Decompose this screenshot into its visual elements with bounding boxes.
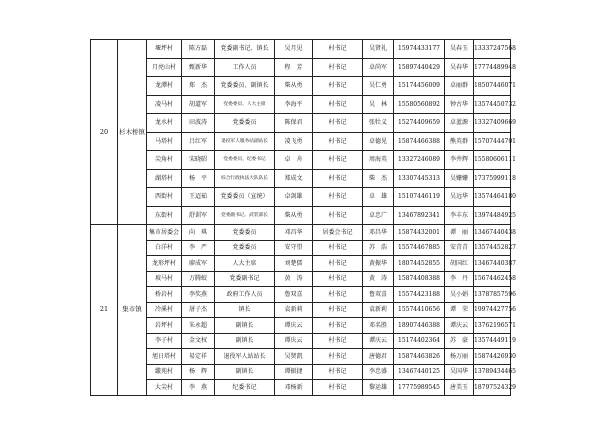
backup-phone-cell: 13789434465 <box>474 364 511 380</box>
contact-name-cell: 金文权 <box>182 333 215 349</box>
secretary-name-cell: 袁新莉 <box>275 302 313 318</box>
backup-phone-cell: 19974427756 <box>474 302 511 318</box>
village-cell: 龙潭村 <box>147 77 182 96</box>
person-name-cell: 鲁双喜 <box>363 287 394 303</box>
phone-cell: 15574423188 <box>394 287 445 303</box>
village-cell: 坡马村 <box>147 271 182 287</box>
secretary-post-cell: 村书记 <box>313 349 363 365</box>
backup-phone-cell: 13467440438 <box>474 225 511 241</box>
contact-post-cell: 党委委员、纪委书记 <box>215 151 275 170</box>
village-cell: 湖塔村 <box>147 169 182 188</box>
backup-name-cell: 安青青 <box>445 240 474 256</box>
secretary-post-cell: 村书记 <box>313 240 363 256</box>
backup-phone-cell: 18797524329 <box>474 380 511 396</box>
secretary-post-cell: 村书记 <box>313 188 363 207</box>
backup-name-cell: 谭 丽 <box>445 225 474 241</box>
backup-name-cell: 李丰东 <box>445 206 474 225</box>
contact-name-cell: 田波涛 <box>182 114 215 133</box>
table-row <box>91 114 511 133</box>
person-name-cell: 卓忠广 <box>363 206 394 225</box>
contact-name-cell: 易定祥 <box>182 349 215 365</box>
contact-post-cell: 综合行政执法大队队长 <box>215 169 275 188</box>
person-name-cell: 黄振华 <box>363 256 394 272</box>
person-name-cell: 吴贤礼 <box>363 40 394 59</box>
person-name-cell: 卓尚军 <box>363 58 394 77</box>
table-row <box>91 364 511 380</box>
table-row <box>91 40 511 59</box>
backup-name-cell: 李 丹 <box>445 271 474 287</box>
phone-cell: 13467440125 <box>394 364 445 380</box>
secretary-post-cell: 村书记 <box>313 77 363 96</box>
backup-name-cell: 吴国华 <box>445 364 474 380</box>
secretary-name-cell: 刘楚儒 <box>275 256 313 272</box>
phone-cell: 13307445313 <box>394 169 445 188</box>
contact-post-cell: 副镇长 <box>215 364 275 380</box>
phone-cell: 15174402364 <box>394 333 445 349</box>
backup-name-cell: 吴春华 <box>445 58 474 77</box>
contact-name-cell: 李奖燕 <box>182 287 215 303</box>
secretary-name-cell: 卓剑雄 <box>275 188 313 207</box>
town-name: 集市镇 <box>118 225 147 396</box>
village-cell: 龙水村 <box>147 114 182 133</box>
secretary-post-cell: 村书记 <box>313 380 363 396</box>
phone-cell: 15107446119 <box>394 188 445 207</box>
person-name-cell: 吴仁勇 <box>363 77 394 96</box>
village-cell: 西街村 <box>147 188 182 207</box>
table-row <box>91 225 511 241</box>
village-cell: 岩坪村 <box>147 318 182 334</box>
backup-name-cell: 吴春玉 <box>445 40 474 59</box>
person-name-cell: 邓昌华 <box>363 225 394 241</box>
phone-cell: 18907446388 <box>394 318 445 334</box>
contact-name-cell: 向 琪 <box>182 225 215 241</box>
village-cell: 大尖村 <box>147 380 182 396</box>
person-name-cell: 卓德见 <box>363 132 394 151</box>
village-cell: 白洋村 <box>147 240 182 256</box>
table-row <box>91 151 511 170</box>
secretary-name-cell: 安守望 <box>275 240 313 256</box>
backup-name-cell: 谭 荣 <box>445 302 474 318</box>
phone-cell: 15974433177 <box>394 40 445 59</box>
backup-name-cell: 谭庆云 <box>445 318 474 334</box>
person-name-cell: 柴 杰 <box>363 169 394 188</box>
backup-phone-cell: 13327409669 <box>474 114 511 133</box>
village-cell: 旭日塔村 <box>147 349 182 365</box>
person-name-cell: 唐德君 <box>363 349 394 365</box>
backup-phone-cell: 13337247568 <box>474 40 511 59</box>
contact-name-cell: 王迢茹 <box>182 188 215 207</box>
village-cell: 龙形坪村 <box>147 256 182 272</box>
contact-post-cell: 镇长 <box>215 302 275 318</box>
village-cell: 凌马村 <box>147 95 182 114</box>
phone-cell: 15574467885 <box>394 240 445 256</box>
secretary-post-cell: 村书记 <box>313 40 363 59</box>
contact-name-cell: 杨 平 <box>182 169 215 188</box>
phone-cell: 15574410656 <box>394 302 445 318</box>
secretary-name-cell: 吴月见 <box>275 40 313 59</box>
contact-post-cell: 工作人员 <box>215 58 275 77</box>
contact-name-cell: 郑 杰 <box>182 77 215 96</box>
table-row <box>91 188 511 207</box>
document-page <box>90 39 516 396</box>
person-name-cell: 周海英 <box>363 151 394 170</box>
secretary-name-cell: 郑成文 <box>275 169 313 188</box>
backup-name-cell: 钟古华 <box>445 95 474 114</box>
backup-name-cell: 吴小娟 <box>445 287 474 303</box>
person-name-cell: 谭庆云 <box>363 333 394 349</box>
village-cell: 马塔村 <box>147 132 182 151</box>
contact-name-cell: 胡道军 <box>182 95 215 114</box>
secretary-post-cell: 居委会书记 <box>313 225 363 241</box>
person-name-cell: 卓 雄 <box>363 188 394 207</box>
backup-phone-cell: 13574464180 <box>474 188 511 207</box>
secretary-name-cell: 柴从勇 <box>275 77 313 96</box>
secretary-name-cell: 程 芳 <box>275 58 313 77</box>
village-cell: 冷溪村 <box>147 302 182 318</box>
secretary-name-cell: 黄 涛 <box>275 271 313 287</box>
backup-name-cell: 李井辉 <box>445 151 474 170</box>
secretary-post-cell: 村书记 <box>313 302 363 318</box>
backup-name-cell: 熊英群 <box>445 132 474 151</box>
table-row <box>91 206 511 225</box>
person-name-cell: 黎运雄 <box>363 380 394 396</box>
contact-post-cell: 党委委员 <box>215 240 275 256</box>
contact-post-cell: 副镇长 <box>215 333 275 349</box>
phone-cell: 15174456009 <box>394 77 445 96</box>
contact-post-cell: 政府工作人员 <box>215 287 275 303</box>
secretary-post-cell: 村书记 <box>313 95 363 114</box>
phone-cell: 15874408388 <box>394 271 445 287</box>
backup-phone-cell: 15580606111 <box>474 151 511 170</box>
contact-name-cell: 宋晓昭 <box>182 151 215 170</box>
contact-post-cell: 党委副书记 <box>215 271 275 287</box>
backup-phone-cell: 15674462458 <box>474 271 511 287</box>
table-row <box>91 77 511 96</box>
backup-name-cell: 卓丽群 <box>445 77 474 96</box>
section-number: 20 <box>91 40 118 225</box>
contact-name-cell: 万腾蛟 <box>182 271 215 287</box>
secretary-post-cell: 村书记 <box>313 151 363 170</box>
secretary-post-cell: 村书记 <box>313 256 363 272</box>
contact-post-cell: 退役军人站站长 <box>215 349 275 365</box>
phone-cell: 15897440429 <box>394 58 445 77</box>
town-name: 杉木桥镇 <box>118 40 147 225</box>
secretary-post-cell: 村书记 <box>313 333 363 349</box>
table-row <box>91 240 511 256</box>
secretary-name-cell: 吴贤凯 <box>275 349 313 365</box>
backup-phone-cell: 13762196571 <box>474 318 511 334</box>
phone-cell: 15274409659 <box>394 114 445 133</box>
secretary-post-cell: 村书记 <box>313 114 363 133</box>
contact-name-cell: 屠子杰 <box>182 302 215 318</box>
village-cell: 李子村 <box>147 333 182 349</box>
phone-cell: 18074452855 <box>394 256 445 272</box>
backup-name-cell: 吴姗姗 <box>445 169 474 188</box>
village-cell: 尖角村 <box>147 151 182 170</box>
contact-post-cell: 党委委员、副镇长 <box>215 77 275 96</box>
village-cell: 桥岩村 <box>147 287 182 303</box>
table-row <box>91 95 511 114</box>
person-name-cell: 苏 浩 <box>363 240 394 256</box>
phone-cell: 17775989545 <box>394 380 445 396</box>
secretary-post-cell: 村书记 <box>313 364 363 380</box>
contact-name-cell: 甄新华 <box>182 58 215 77</box>
backup-phone-cell: 18507446071 <box>474 77 511 96</box>
contact-name-cell: 舒训军 <box>182 206 215 225</box>
backup-phone-cell: 13574449119 <box>474 333 511 349</box>
contact-name-cell: 吕红军 <box>182 132 215 151</box>
contact-name-cell: 朱永超 <box>182 318 215 334</box>
table-row <box>91 271 511 287</box>
contact-name-cell: 廖成军 <box>182 256 215 272</box>
secretary-name-cell: 谭庆云 <box>275 318 313 334</box>
backup-phone-cell: 13574450732 <box>474 95 511 114</box>
backup-phone-cell: 13974484925 <box>474 206 511 225</box>
table-row <box>91 256 511 272</box>
table-row <box>91 287 511 303</box>
secretary-post-cell: 村书记 <box>313 271 363 287</box>
person-name-cell: 张牡义 <box>363 114 394 133</box>
village-cell: 堰坪村 <box>147 40 182 59</box>
backup-phone-cell: 13467440387 <box>474 256 511 272</box>
phone-cell: 13327246089 <box>394 151 445 170</box>
person-name-cell: 黄 涛 <box>363 271 394 287</box>
table-row <box>91 349 511 365</box>
phone-cell: 13467892341 <box>394 206 445 225</box>
person-name-cell: 吴 林 <box>363 95 394 114</box>
contact-table <box>90 39 516 396</box>
backup-name-cell: 胡国红 <box>445 256 474 272</box>
contact-post-cell: 党委副书记、镇长 <box>215 40 275 59</box>
phone-cell: 15874463826 <box>394 349 445 365</box>
secretary-name-cell: 谭振捷 <box>275 364 313 380</box>
backup-name-cell: 卓蓝源 <box>445 114 474 133</box>
backup-phone-cell: 17375999118 <box>474 169 511 188</box>
contact-post-cell: 人大主席 <box>215 256 275 272</box>
contact-post-cell: 党委委员、人大主席 <box>215 95 275 114</box>
secretary-name-cell: 卓 舟 <box>275 151 313 170</box>
backup-phone-cell: 13787857596 <box>474 287 511 303</box>
secretary-post-cell: 村书记 <box>313 318 363 334</box>
backup-name-cell: 苏 豪 <box>445 333 474 349</box>
secretary-name-cell: 邓昌华 <box>275 225 313 241</box>
backup-name-cell: 吴远华 <box>445 188 474 207</box>
table-row <box>91 380 511 396</box>
contact-post-cell: 副镇长 <box>215 318 275 334</box>
backup-name-cell: 杨万丽 <box>445 349 474 365</box>
contact-name-cell: 李 燕 <box>182 380 215 396</box>
table-row <box>91 132 511 151</box>
contact-post-cell: 党委委员 <box>215 225 275 241</box>
table-row <box>91 333 511 349</box>
village-cell: 东街村 <box>147 206 182 225</box>
secretary-post-cell: 村书记 <box>313 206 363 225</box>
secretary-name-cell: 凌飞勇 <box>275 132 313 151</box>
backup-phone-cell: 17774489948 <box>474 58 511 77</box>
contact-name-cell: 李 严 <box>182 240 215 256</box>
table-row <box>91 318 511 334</box>
contact-post-cell: 党委委员 <box>215 114 275 133</box>
phone-cell: 15874466388 <box>394 132 445 151</box>
contact-name-cell: 杨 辉 <box>182 364 215 380</box>
secretary-post-cell: 村书记 <box>313 132 363 151</box>
person-name-cell: 邓名胜 <box>363 318 394 334</box>
village-cell: 繖苑村 <box>147 364 182 380</box>
secretary-name-cell: 陈保君 <box>275 114 313 133</box>
contact-name-cell: 陈方磊 <box>182 40 215 59</box>
table-row <box>91 302 511 318</box>
phone-cell: 15874432001 <box>394 225 445 241</box>
person-name-cell: 李忠盛 <box>363 364 394 380</box>
contact-post-cell: 纪委书记 <box>215 380 275 396</box>
village-cell: 集市居委会 <box>147 225 182 241</box>
table-row <box>91 169 511 188</box>
backup-phone-cell: 15707444701 <box>474 132 511 151</box>
contact-post-cell: 退役军人服务站副站长 <box>215 132 275 151</box>
phone-cell: 15580560892 <box>394 95 445 114</box>
contact-post-cell: 党委副书记、武装部长 <box>215 206 275 225</box>
section-number: 21 <box>91 225 118 396</box>
contact-post-cell: 党委委员（宣统） <box>215 188 275 207</box>
secretary-post-cell: 村书记 <box>313 287 363 303</box>
secretary-name-cell: 柴从勇 <box>275 206 313 225</box>
secretary-name-cell: 邓杨新 <box>275 380 313 396</box>
table-row <box>91 58 511 77</box>
backup-name-cell: 唐美玉 <box>445 380 474 396</box>
person-name-cell: 袁新莉 <box>363 302 394 318</box>
backup-phone-cell: 15874426930 <box>474 349 511 365</box>
village-cell: 月亮山村 <box>147 58 182 77</box>
secretary-name-cell: 谭庆云 <box>275 333 313 349</box>
secretary-post-cell: 村书记 <box>313 58 363 77</box>
secretary-name-cell: 鲁双喜 <box>275 287 313 303</box>
secretary-name-cell: 李海平 <box>275 95 313 114</box>
backup-phone-cell: 13574452827 <box>474 240 511 256</box>
secretary-post-cell: 村书记 <box>313 169 363 188</box>
